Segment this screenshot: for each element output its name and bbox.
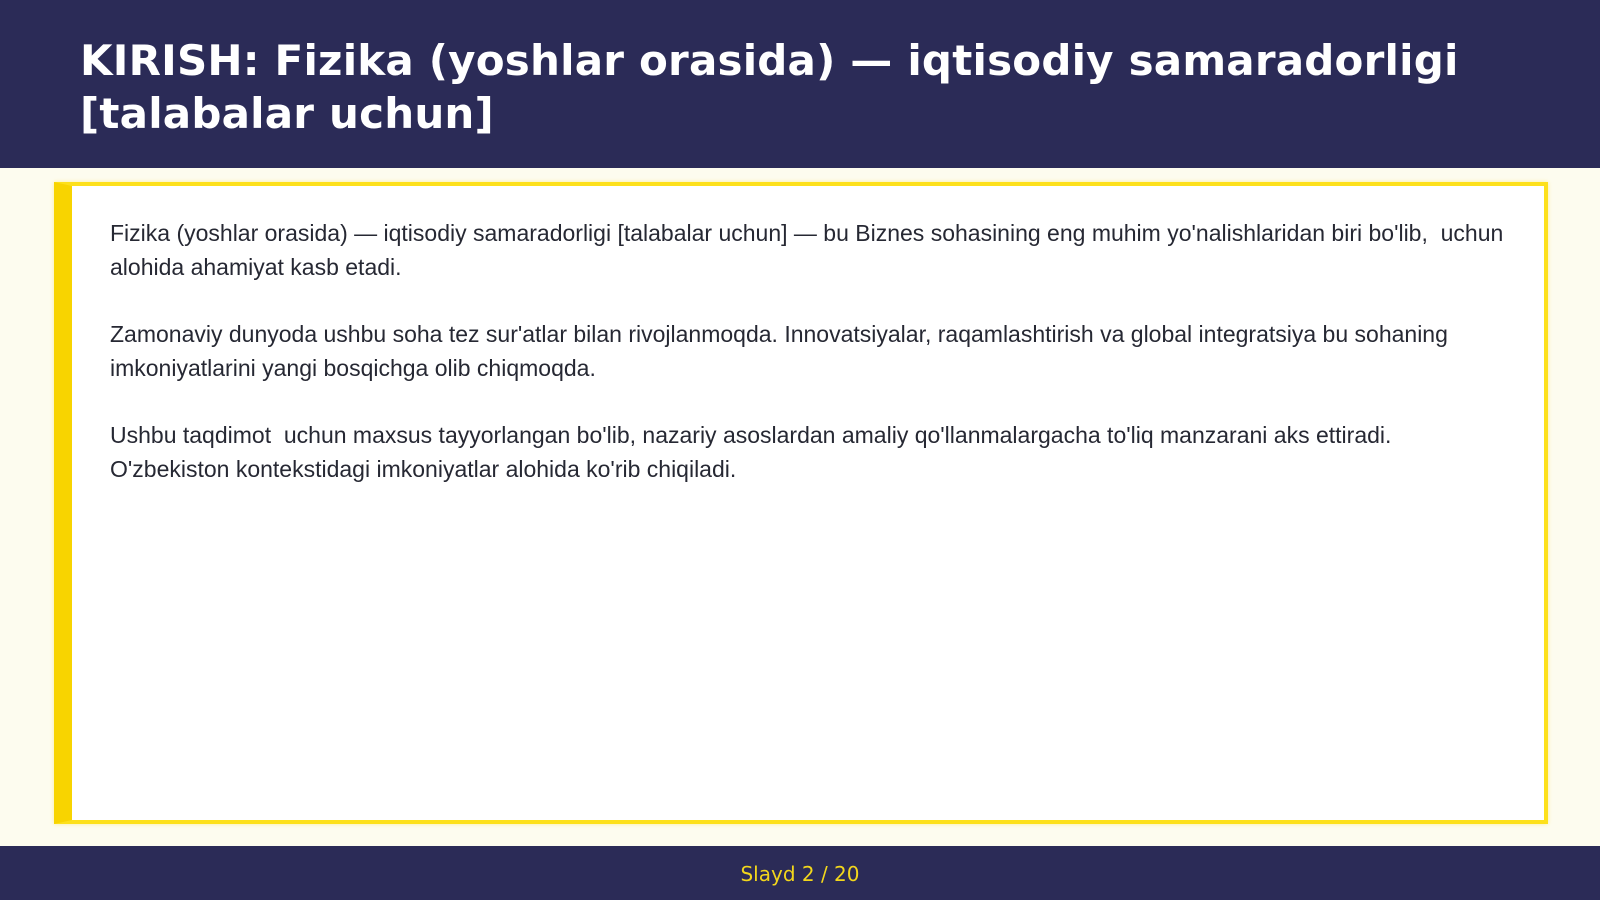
slide-header	[0, 0, 1600, 168]
presentation-paragraph: Ushbu taqdimot uchun maxsus tayyorlangan bo'lib, nazariy asoslardan amaliy qo'llanmalargacha to'liq manzarani aks ettiradi. O'zbekiston kontekstidagi imkoniyatlar alohida ko'rib chiqiladi.	[110, 422, 1398, 482]
development-paragraph: Zamonaviy dunyoda ushbu soha tez sur'atlar bilan rivojlanmoqda. Innovatsiyalar, raqamlashtirish va global integratsiya bu sohaning imkoniyatlarini yangi bosqichga olib chiqmoqda.	[110, 321, 1455, 381]
intro-paragraph: Fizika (yoshlar orasida) — iqtisodiy samaradorligi [talabalar uchun] — bu Biznes sohasining eng muhim yo'nalishlaridan biri bo'lib, uchun alohida ahamiyat kasb etadi.	[110, 220, 1510, 280]
slide-title: KIRISH: Fizika (yoshlar orasida) — iqtisodiy samaradorligi [talabalar uchun]	[80, 36, 1459, 138]
content-card	[54, 182, 1548, 824]
slide-footer	[0, 846, 1600, 900]
slide-counter: Slayd 2 / 20	[740, 862, 860, 886]
